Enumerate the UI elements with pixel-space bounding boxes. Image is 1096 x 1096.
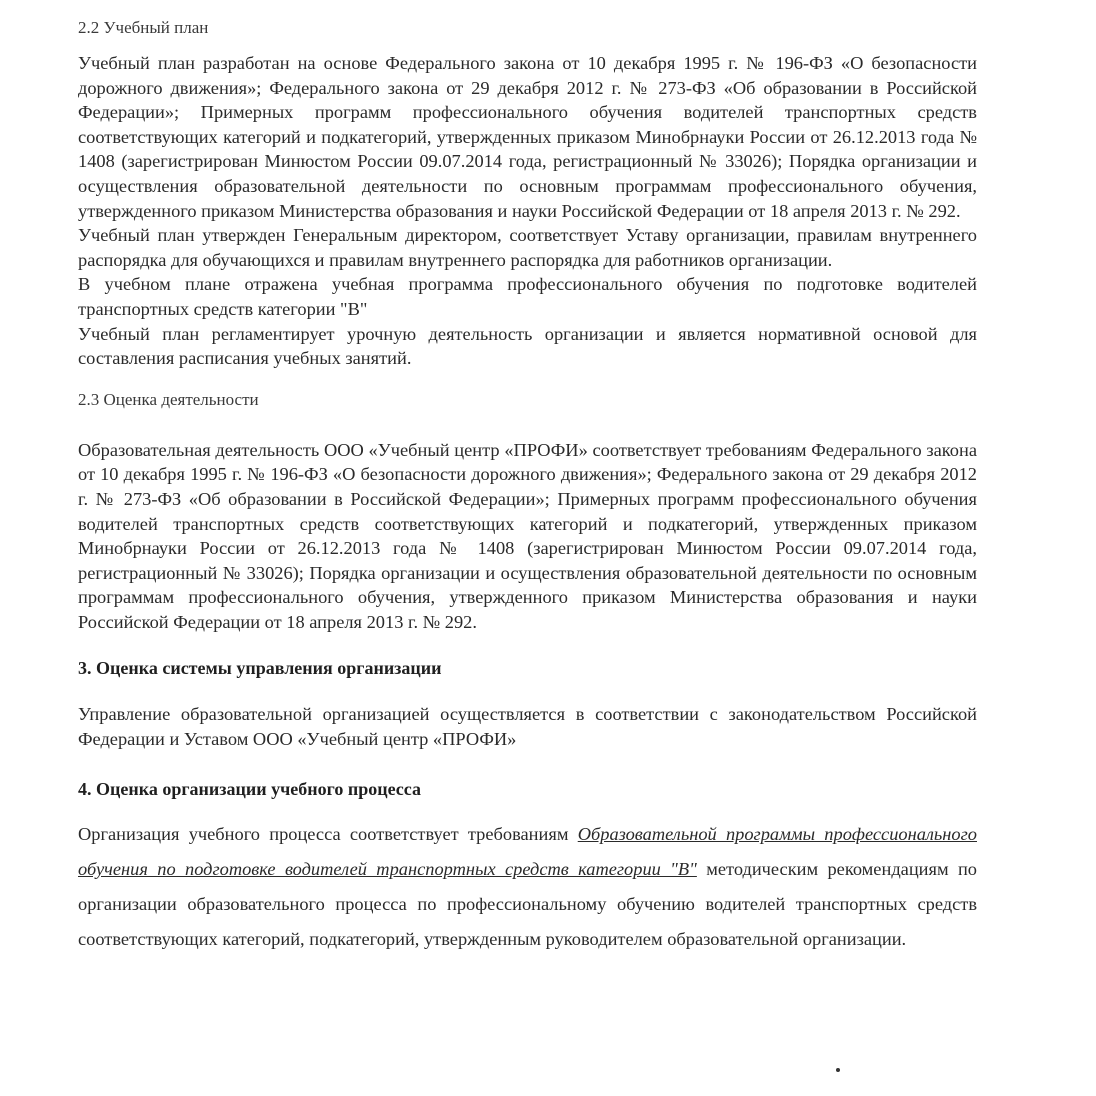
section-3-title: 3. Оценка системы управления организации [78,658,442,679]
section-2-2-title: 2.2 Учебный план [78,18,209,37]
section-4-paragraph [78,817,977,957]
section-2-2-paragraph-3: В учебном плане отражена учебная программа профессионального обучения по подготовке водителей транспортных средств категории "В" [78,274,977,319]
section-3-paragraph: Управление образовательной организацией осуществляется в соответствии с законодательством Российской Федерации и Уставом ООО «Учебный центр «ПРОФИ» [78,704,977,750]
section-4-paragraph-end: методическим рекомендациям по организации образовательного процесса по профессиональному обучению водителей транспортных средств соответствующих категорий, подкатегорий, утвержденным руководителем образовательной организации. [78,858,977,949]
section-2-2-paragraph-1: Учебный план разработан на основе Федерального закона от 10 декабря 1995 г. № 196-ФЗ «О безопасности дорожного движения»; Федерального закона от 29 декабря 2012 г. № 273-ФЗ «Об образовании в Российской Федерации»; Примерных программ профессионального обучения водителей транспортных средств соответствующих категорий и подкатегорий, утвержденных приказом Минобрнауки России от 26.12.2013 года № 1408 (зарегистрирован Минюстом России 09.07.2014 года, регистрационный № 33026); Порядка организации и осуществления образовательной деятельности по основным программам профессионального обучения, утвержденного приказом Министерства образования и науки Российской Федерации от 18 апреля 2013 г. № 292. [78,53,977,221]
section-2-2-paragraph-4: Учебный план регламентирует урочную деятельность организации и является нормативной основой для составления расписания учебных занятий. [78,323,977,369]
section-4-paragraph-start: Организация учебного процесса соответствует требованиям [78,823,578,844]
program-reference-link[interactable]: Образовательной программы профессионального обучения по подготовке водителей транспортных средств категории "В" [78,823,977,879]
section-2-3-paragraph: Образовательная деятельность ООО «Учебный центр «ПРОФИ» соответствует требованиям Федерального закона от 10 декабря 1995 г. № 196-ФЗ «О безопасности дорожного движения»; Федерального закона от 29 декабря 2012 г. № 273-ФЗ «Об образовании в Российской Федерации»; Примерных программ профессионального обучения водителей транспортных средств соответствующих категорий и подкатегорий, утвержденных приказом Минобрнауки России от 26.12.2013 года № 1408 (зарегистрирован Минюстом России 09.07.2014 года, регистрационный № 33026); Порядка организации и осуществления образовательной деятельности по основным программам профессионального обучения, утвержденного приказом Министерства образования и науки Российской Федерации от 18 апреля 2013 г. № 292. [78,439,977,632]
document-page [78,14,977,957]
section-4-title: 4. Оценка организации учебного процесса [78,778,422,799]
section-2-2-paragraph-2: Учебный план утвержден Генеральным директором, соответствует Уставу организации, правилам внутреннего распорядка для обучающихся и правилам внутреннего распорядка для работников организации. [78,225,977,270]
section-2-3-title: 2.3 Оценка деятельности [78,389,259,409]
scan-speck [836,1068,840,1072]
